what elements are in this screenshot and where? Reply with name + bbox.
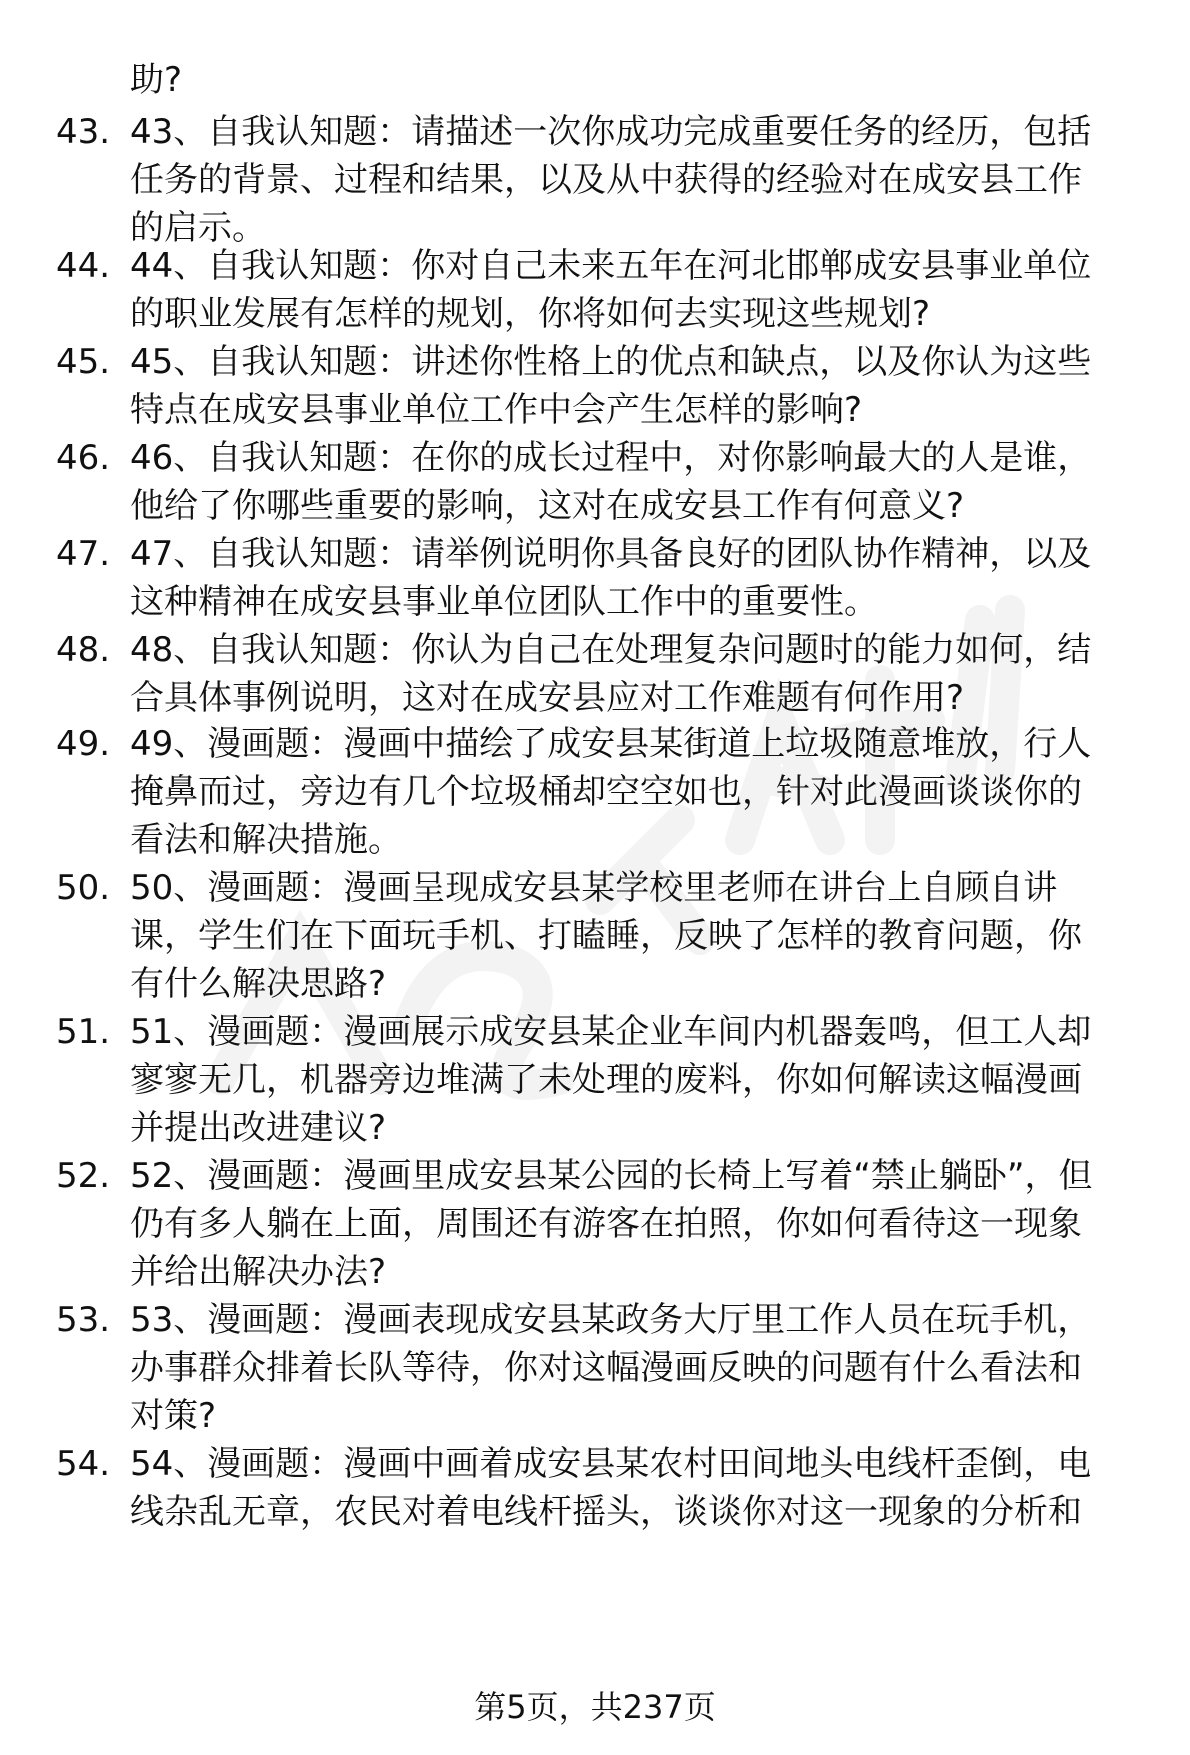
question-line: 51、漫画题：漫画展示成安县某企业车间内机器轰鸣，但工人却 [130, 1012, 1092, 1052]
question-number: 49. [56, 724, 111, 764]
question-item [56, 106, 1160, 262]
question-item [56, 1006, 1160, 1158]
question-number: 47. [56, 534, 111, 574]
question-line: 47、自我认知题：请举例说明你具备良好的团队协作精神，以及 [130, 534, 1092, 574]
question-item [56, 862, 1160, 1014]
question-line: 48、自我认知题：你认为自己在处理复杂问题时的能力如何，结 [130, 630, 1092, 670]
question-line: 46、自我认知题：在你的成长过程中，对你影响最大的人是谁， [130, 438, 1092, 478]
question-line: 掩鼻而过，旁边有几个垃圾桶却空空如也，针对此漫画谈谈你的 [130, 772, 1082, 812]
question-line: 课，学生们在下面玩手机、打瞌睡，反映了怎样的教育问题，你 [130, 916, 1082, 956]
question-item [56, 1150, 1160, 1302]
question-line: 这种精神在成安县事业单位团队工作中的重要性。 [130, 582, 878, 622]
question-number: 43. [56, 112, 111, 152]
question-line: 49、漫画题：漫画中描绘了成安县某街道上垃圾随意堆放，行人 [130, 724, 1092, 764]
question-line: 特点在成安县事业单位工作中会产生怎样的影响? [130, 390, 863, 430]
question-line: 线杂乱无章，农民对着电线杆摇头，谈谈你对这一现象的分析和 [130, 1492, 1082, 1532]
question-line: 仍有多人躺在上面，周围还有游客在拍照，你如何看待这一现象 [130, 1204, 1082, 1244]
question-line: 53、漫画题：漫画表现成安县某政务大厅里工作人员在玩手机， [130, 1300, 1092, 1340]
question-item [56, 528, 1160, 632]
question-line: 任务的背景、过程和结果，以及从中获得的经验对在成安县工作 [130, 160, 1082, 200]
question-number: 51. [56, 1012, 111, 1052]
question-line: 并提出改进建议? [130, 1108, 387, 1148]
question-number: 50. [56, 868, 111, 908]
question-line: 有什么解决思路? [130, 964, 387, 1004]
question-item [56, 718, 1160, 870]
question-number: 44. [56, 246, 111, 286]
question-number: 53. [56, 1300, 111, 1340]
question-line: 并给出解决办法? [130, 1252, 387, 1292]
question-line: 52、漫画题：漫画里成安县某公园的长椅上写着“禁止躺卧”，但 [130, 1156, 1093, 1196]
question-line: 的启示。 [130, 208, 266, 248]
question-item [56, 1294, 1160, 1446]
question-line: 合具体事例说明，这对在成安县应对工作难题有何作用? [130, 678, 965, 718]
question-item [56, 432, 1160, 536]
question-line: 54、漫画题：漫画中画着成安县某农村田间地头电线杆歪倒，电 [130, 1444, 1092, 1484]
question-line: 的职业发展有怎样的规划，你将如何去实现这些规划? [130, 294, 931, 334]
question-item [56, 624, 1160, 728]
question-line: 他给了你哪些重要的影响，这对在成安县工作有何意义? [130, 486, 965, 526]
question-line: 43、自我认知题：请描述一次你成功完成重要任务的经历，包括 [130, 112, 1092, 152]
question-number: 48. [56, 630, 111, 670]
question-line: 44、自我认知题：你对自己未来五年在河北邯郸成安县事业单位 [130, 246, 1092, 286]
question-number: 54. [56, 1444, 111, 1484]
question-line: 对策? [130, 1396, 217, 1436]
question-number: 52. [56, 1156, 111, 1196]
page-footer: 第5页，共237页 [474, 1688, 716, 1726]
question-line: 50、漫画题：漫画呈现成安县某学校里老师在讲台上自顾自讲 [130, 868, 1058, 908]
continuation-text: 助? [130, 60, 183, 100]
question-item [56, 1438, 1160, 1542]
question-item [56, 336, 1160, 440]
question-number: 45. [56, 342, 111, 382]
question-line: 45、自我认知题：讲述你性格上的优点和缺点，以及你认为这些 [130, 342, 1092, 382]
question-line: 寥寥无几，机器旁边堆满了未处理的废料，你如何解读这幅漫画 [130, 1060, 1082, 1100]
question-number: 46. [56, 438, 111, 478]
question-item [56, 240, 1160, 344]
question-line: 办事群众排着长队等待，你对这幅漫画反映的问题有什么看法和 [130, 1348, 1082, 1388]
question-line: 看法和解决措施。 [130, 820, 402, 860]
